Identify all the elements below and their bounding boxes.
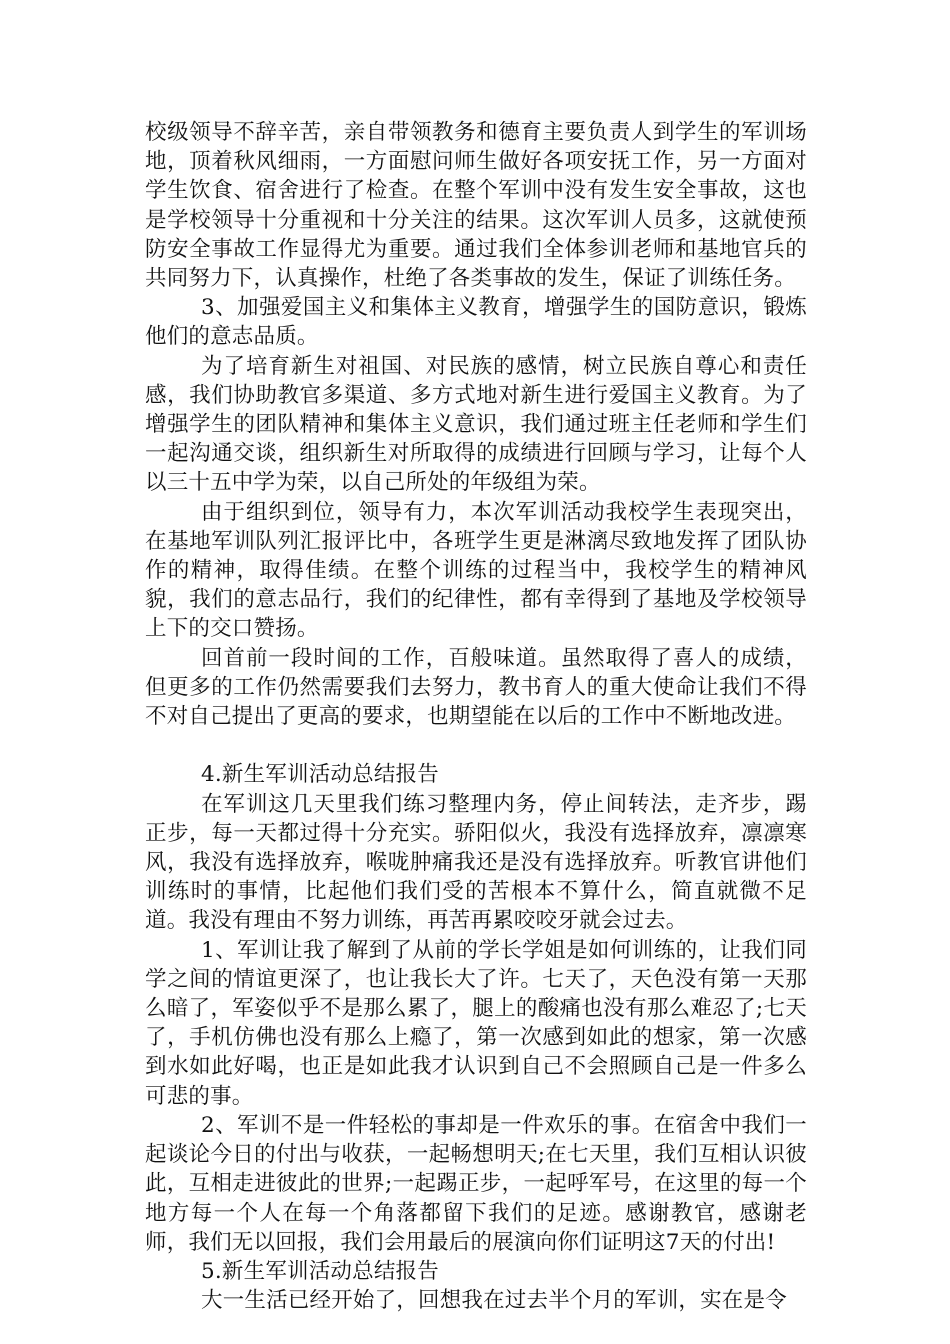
paragraph-point-1: 1、军训让我了解到了从前的学长学姐是如何训练的，让我们同学之间的情谊更深了，也让我长大了许。七天了，天色没有第一天那么暗了，军姿似乎不是那么累了，腿上的酸痛也没有那么难忍了;七天了，手机仿佛也没有那么上瘾了，第一次感到如此的想家，第一次感到水如此好喝，也正是如此我才认识到自己不会照顾自己是一件多么可悲的事。: [145, 937, 807, 1109]
paragraph-intro: 校级领导不辞辛苦，亲自带领教务和德育主要负责人到学生的军训场地，顶着秋风细雨，一方面慰问师生做好各项安抚工作，另一方面对学生饮食、宿舍进行了检查。在整个军训中没有发生安全事故，这也是学校领导十分重视和十分关注的结果。这次军训人员多，这就使预防安全事故工作显得尤为重要。通过我们全体参训老师和基地官兵的共同努力下，认真操作，杜绝了各类事故的发生，保证了训练任务。: [145, 120, 807, 292]
paragraph-results: 由于组织到位，领导有力，本次军训活动我校学生表现突出，在基地军训队列汇报评比中，各班学生更是淋漓尽致地发挥了团队协作的精神，取得佳绩。在整个训练的过程当中，我校学生的精神风貌，我们的意志品行，我们的纪律性，都有幸得到了基地及学校领导上下的交口赞扬。: [145, 499, 807, 642]
section-title-5: 5.新生军训活动总结报告: [201, 1258, 439, 1284]
paragraph-review: 回首前一段时间的工作，百般味道。虽然取得了喜人的成绩，但更多的工作仍然需要我们去努力，教书育人的重大使命让我们不得不对自己提出了更高的要求，也期望能在以后的工作中不断地改进。: [145, 645, 807, 730]
paragraph-point-2: 2、军训不是一件轻松的事却是一件欢乐的事。在宿舍中我们一起谈论今日的付出与收获，一起畅想明天;在七天里，我们互相认识彼此，互相走进彼此的世界;一起踢正步，一起呼军号，在这里的每一个地方每一个人在每一个角落都留下我们的足迹。感谢教官，感谢老师，我们无以回报，我们会用最后的展演向你们证明这7天的付出!: [145, 1112, 807, 1255]
section-title-4: 4.新生军训活动总结报告: [201, 762, 439, 788]
paragraph-training-days: 在军训这几天里我们练习整理内务，停止间转法，走齐步，踢正步，每一天都过得十分充实。骄阳似火，我没有选择放弃，凛凛寒风，我没有选择放弃，喉咙肿痛我还是没有选择放弃。听教官讲他们训练时的事情，比起他们我们受的苦根本不算什么，简直就微不足道。我没有理由不努力训练，再苦再累咬咬牙就会过去。: [145, 791, 807, 934]
section-spacer: [145, 731, 807, 760]
paragraph-college-start: 大一生活已经开始了，回想我在过去半个月的军训，实在是令: [201, 1288, 787, 1314]
paragraph-patriotism: 为了培育新生对祖国、对民族的感情，树立民族自尊心和责任感，我们协助教官多渠道、多方式地对新生进行爱国主义教育。为了增强学生的团队精神和集体主义意识，我们通过班主任老师和学生们一起沟通交谈，组织新生对所取得的成绩进行回顾与学习，让每个人以三十五中学为荣，以自己所处的年级组为荣。: [145, 353, 807, 496]
document-body: [145, 118, 807, 1315]
point-3-heading: 3、加强爱国主义和集体主义教育，增强学生的国防意识，锻炼他们的意志品质。: [145, 295, 807, 350]
